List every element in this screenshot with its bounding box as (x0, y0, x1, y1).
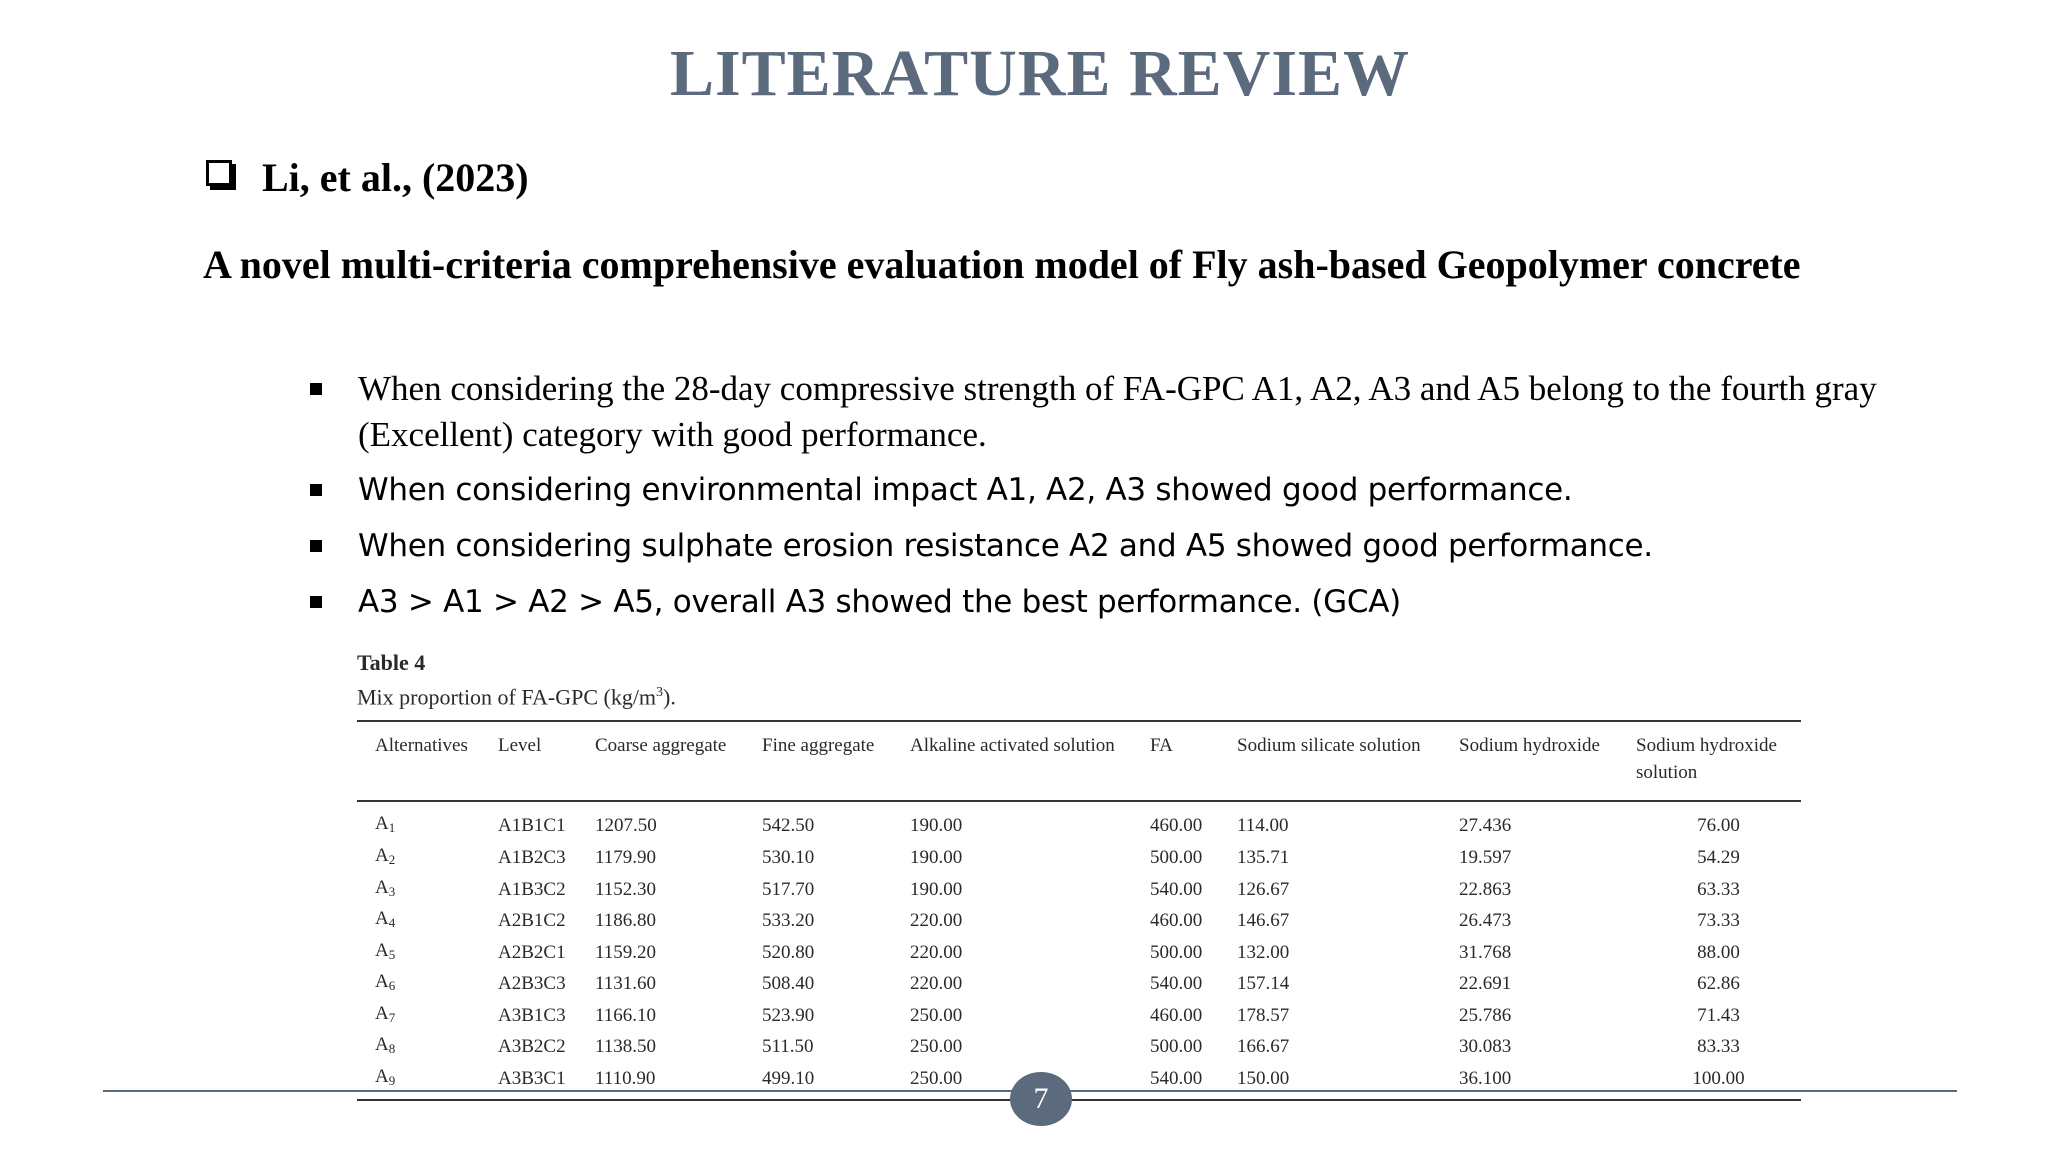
cell-level: A2B3C3 (498, 973, 566, 995)
reference-heading (206, 150, 529, 204)
cell-alkaline: 190.00 (910, 846, 963, 868)
cell-level: A3B1C3 (498, 1004, 566, 1026)
bullet-item: When considering environmental impact A1, A2, A3 showed good performance. (310, 466, 1910, 514)
cell-fa: 500.00 (1150, 1036, 1203, 1058)
alternative-subscript: 9 (388, 1073, 396, 1089)
cell-alkaline: 190.00 (910, 878, 963, 900)
cell-hydroxide: 22.863 (1459, 878, 1512, 900)
cell-coarse: 1138.50 (595, 1036, 657, 1058)
cell-coarse: 1152.30 (595, 878, 657, 900)
cell-hydroxide: 22.691 (1459, 973, 1512, 995)
cell-hydroxide: 19.597 (1459, 846, 1512, 868)
table-caption-end: ). (663, 684, 676, 710)
cell-coarse: 1207.50 (595, 815, 657, 837)
table-label: Table 4 (357, 650, 426, 675)
cell-level: A2B1C2 (498, 910, 566, 932)
cell-fine: 508.40 (762, 973, 815, 995)
table-row (357, 874, 1801, 906)
cell-fa: 460.00 (1150, 910, 1203, 932)
alternative-subscript: 5 (388, 946, 396, 962)
cell-fa: 500.00 (1150, 846, 1203, 868)
alternative-letter: A (375, 971, 389, 993)
cell-level: A1B2C3 (498, 846, 566, 868)
cell-hydroxide: 27.436 (1459, 815, 1512, 837)
table-caption-text: Mix proportion of FA-GPC (kg/m (357, 684, 657, 710)
table-row (357, 1031, 1801, 1063)
slide-title: LITERATURE REVIEW (669, 37, 1411, 110)
cell-fine: 523.90 (762, 1004, 815, 1026)
cell-level: A1B3C2 (498, 878, 566, 900)
cell-silicate: 114.00 (1237, 815, 1289, 837)
cell-hydroxide: 36.100 (1459, 1068, 1512, 1090)
header-fine-aggregate: Fine aggregate (744, 721, 892, 801)
cell-silicate: 150.00 (1237, 1068, 1290, 1090)
bullet-item: When considering sulphate erosion resistance A2 and A5 showed good performance. (310, 522, 1910, 570)
table-row (357, 1000, 1801, 1032)
header-level: Level (480, 721, 577, 801)
cell-fine: 533.20 (762, 910, 815, 932)
cell-fine: 542.50 (762, 815, 815, 837)
bullet-item: When considering the 28-day compressive strength of FA-GPC A1, A2, A3 and A5 belong to the fourth gray (Excellent) category with good performance. (310, 366, 1910, 458)
cell-fine: 517.70 (762, 878, 815, 900)
mix-proportion-table (357, 720, 1801, 1100)
cell-alkaline: 250.00 (910, 1004, 963, 1026)
cell-coarse: 1186.80 (595, 910, 657, 932)
cell-alternative (357, 801, 480, 842)
cell-alternative (357, 937, 480, 969)
cell-level: A3B3C1 (498, 1068, 566, 1090)
cell-hydroxide-solution: 62.86 (1697, 973, 1740, 995)
table-header-row (357, 721, 1801, 801)
cell-silicate: 135.71 (1237, 846, 1290, 868)
bullet-item: A3 > A1 > A2 > A5, overall A3 showed the best performance. (GCA) (310, 578, 1910, 626)
cell-alternative (357, 1031, 480, 1063)
cell-alternative (357, 842, 480, 874)
cell-silicate: 132.00 (1237, 941, 1290, 963)
cell-fa: 540.00 (1150, 878, 1203, 900)
checkbox-bullet-icon (206, 160, 232, 186)
cell-hydroxide: 31.768 (1459, 941, 1512, 963)
table-caption (357, 678, 1801, 712)
alternative-letter: A (375, 1034, 389, 1056)
cell-hydroxide-solution: 54.29 (1697, 846, 1740, 868)
alternative-subscript: 7 (388, 1009, 396, 1025)
cell-alkaline: 250.00 (910, 1036, 963, 1058)
header-alkaline-activated-solution: Alkaline activated solution (892, 721, 1132, 801)
cell-alkaline: 190.00 (910, 815, 963, 837)
cell-fine: 511.50 (762, 1036, 814, 1058)
cell-silicate: 126.67 (1237, 878, 1290, 900)
cell-hydroxide-solution: 100.00 (1692, 1068, 1745, 1090)
cell-alternative (357, 1063, 480, 1100)
alternative-letter: A (375, 908, 389, 930)
alternative-subscript: 4 (388, 915, 396, 931)
alternative-letter: A (375, 939, 389, 961)
cell-alternative (357, 874, 480, 906)
reference-text: Li, et al., (2023) (262, 154, 529, 200)
cell-alkaline: 220.00 (910, 941, 963, 963)
cell-hydroxide-solution: 71.43 (1697, 1004, 1740, 1026)
table-row (357, 842, 1801, 874)
alternative-subscript: 3 (388, 883, 396, 899)
cell-hydroxide-solution: 76.00 (1697, 815, 1740, 837)
cell-fa: 540.00 (1150, 973, 1203, 995)
cell-hydroxide-solution: 73.33 (1697, 910, 1740, 932)
alternative-letter: A (375, 1066, 389, 1088)
cell-fine: 530.10 (762, 846, 815, 868)
cell-fa: 540.00 (1150, 1068, 1203, 1090)
cell-silicate: 157.14 (1237, 973, 1290, 995)
cell-coarse: 1131.60 (595, 973, 657, 995)
header-coarse-aggregate: Coarse aggregate (577, 721, 744, 801)
cell-hydroxide: 25.786 (1459, 1004, 1512, 1026)
cell-coarse: 1159.20 (595, 941, 657, 963)
cell-silicate: 146.67 (1237, 910, 1290, 932)
cell-fa: 460.00 (1150, 815, 1203, 837)
alternative-letter: A (375, 1002, 389, 1024)
alternative-subscript: 8 (388, 1041, 396, 1057)
alternative-subscript: 2 (388, 851, 396, 867)
cell-alkaline: 250.00 (910, 1068, 963, 1090)
alternative-subscript: 6 (388, 978, 396, 994)
table-row (357, 937, 1801, 969)
cell-hydroxide-solution: 63.33 (1697, 878, 1740, 900)
cell-alkaline: 220.00 (910, 910, 963, 932)
alternative-letter: A (375, 876, 389, 898)
table-row (357, 905, 1801, 937)
cell-level: A3B2C2 (498, 1036, 566, 1058)
mix-proportion-table-figure (357, 648, 1801, 1101)
cell-coarse: 1110.90 (595, 1068, 656, 1090)
cell-level: A1B1C1 (498, 815, 566, 837)
cell-alternative (357, 968, 480, 1000)
cell-alternative (357, 1000, 480, 1032)
cell-hydroxide-solution: 83.33 (1697, 1036, 1740, 1058)
cell-silicate: 178.57 (1237, 1004, 1290, 1026)
cell-alkaline: 220.00 (910, 973, 963, 995)
header-alternatives: Alternatives (357, 721, 480, 801)
cell-fa: 460.00 (1150, 1004, 1203, 1026)
alternative-letter: A (375, 844, 389, 866)
table-caption-superscript: 3 (656, 685, 664, 700)
cell-hydroxide: 30.083 (1459, 1036, 1512, 1058)
paper-title: A novel multi-criteria comprehensive evaluation model of Fly ash-based Geopolymer concrete (203, 242, 1801, 287)
cell-fine: 520.80 (762, 941, 815, 963)
header-sodium-silicate-solution: Sodium silicate solution (1219, 721, 1441, 801)
cell-coarse: 1179.90 (595, 846, 657, 868)
alternative-letter: A (375, 813, 389, 835)
header-fa: FA (1132, 721, 1219, 801)
header-sodium-hydroxide-solution: Sodium hydroxide solution (1618, 721, 1801, 801)
table-row (357, 968, 1801, 1000)
cell-alternative (357, 905, 480, 937)
header-sodium-hydroxide: Sodium hydroxide (1441, 721, 1618, 801)
cell-level: A2B2C1 (498, 941, 566, 963)
table-row (357, 801, 1801, 842)
cell-silicate: 166.67 (1237, 1036, 1290, 1058)
cell-fa: 500.00 (1150, 941, 1203, 963)
cell-hydroxide: 26.473 (1459, 910, 1512, 932)
table-row (357, 1063, 1801, 1100)
page-number-badge: 7 (1010, 1072, 1072, 1126)
bullet-list (310, 366, 1910, 634)
alternative-subscript: 1 (388, 820, 396, 836)
cell-coarse: 1166.10 (595, 1004, 657, 1026)
cell-hydroxide-solution: 88.00 (1697, 941, 1740, 963)
cell-fine: 499.10 (762, 1068, 815, 1090)
